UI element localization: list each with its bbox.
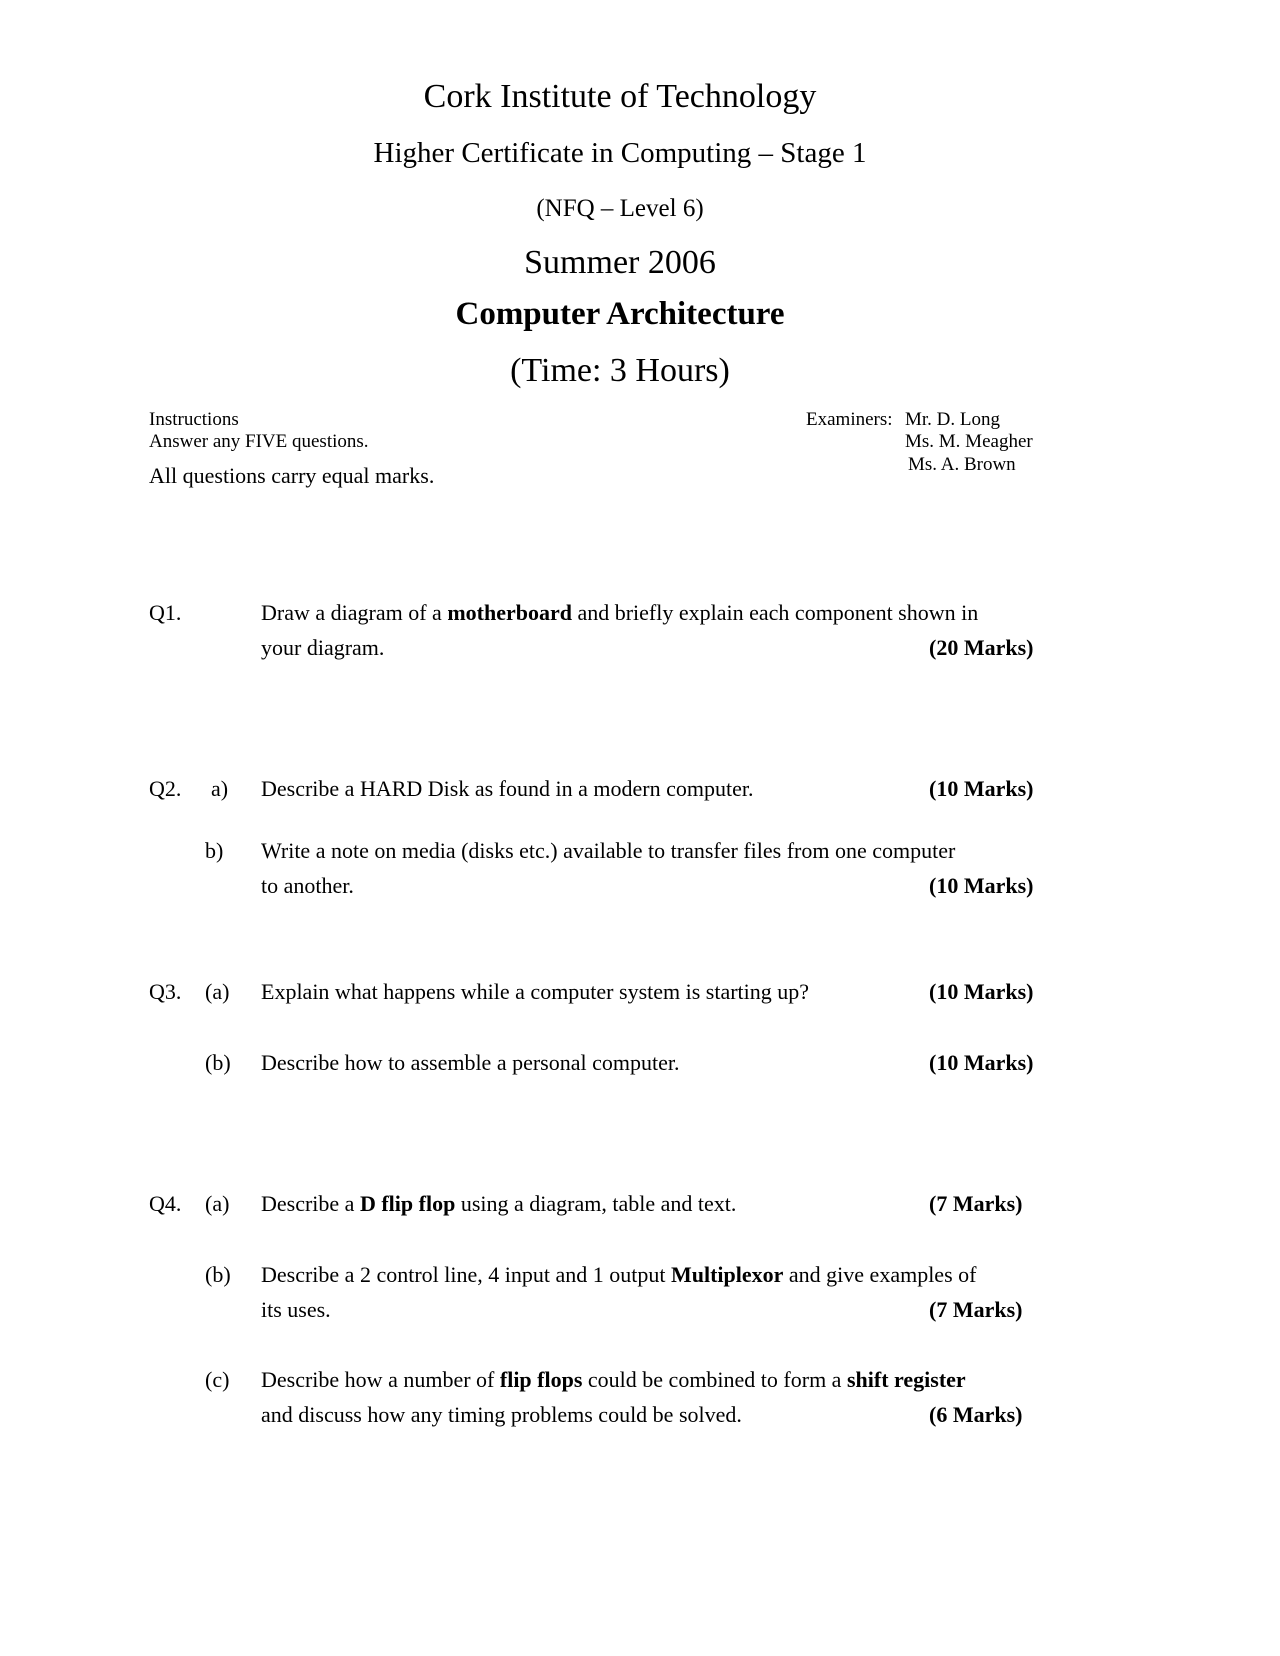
question-text: Describe how a number of flip flops could be combined to form a shift register bbox=[261, 1367, 966, 1392]
instructions-heading: Instructions bbox=[149, 409, 239, 430]
question-text: Write a note on media (disks etc.) available to transfer files from one computer bbox=[261, 838, 956, 863]
examiner-name: Mr. D. Long bbox=[905, 409, 1000, 430]
question-text: Describe a HARD Disk as found in a modern computer. bbox=[261, 776, 754, 801]
question-number: Q2. bbox=[149, 776, 182, 801]
marks-label: (6 Marks) bbox=[929, 1402, 1023, 1427]
sub-question-label: (b) bbox=[205, 1050, 231, 1075]
session-title: Summer 2006 bbox=[524, 244, 716, 281]
marks-label: (7 Marks) bbox=[929, 1297, 1023, 1322]
sub-question-label: (a) bbox=[205, 979, 230, 1004]
question-text: Draw a diagram of a motherboard and briefly explain each component shown in bbox=[261, 600, 979, 625]
marks-label: (7 Marks) bbox=[929, 1191, 1023, 1216]
marks-label: (10 Marks) bbox=[929, 873, 1034, 898]
time-title: (Time: 3 Hours) bbox=[510, 352, 730, 389]
instructions-line-2: All questions carry equal marks. bbox=[149, 463, 435, 488]
sub-question-label: a) bbox=[211, 776, 229, 801]
question-number: Q1. bbox=[149, 600, 182, 625]
question-text: your diagram. bbox=[261, 635, 385, 660]
instructions-line-1: Answer any FIVE questions. bbox=[149, 431, 369, 452]
marks-label: (20 Marks) bbox=[929, 635, 1034, 660]
programme-title: Higher Certificate in Computing – Stage 1 bbox=[373, 137, 867, 169]
subject-title: Computer Architecture bbox=[455, 296, 785, 332]
marks-label: (10 Marks) bbox=[929, 1050, 1034, 1075]
examiner-name: Ms. A. Brown bbox=[908, 454, 1016, 475]
question-text: its uses. bbox=[261, 1297, 331, 1322]
question-number: Q3. bbox=[149, 979, 182, 1004]
sub-question-label: (a) bbox=[205, 1191, 230, 1216]
question-text: to another. bbox=[261, 873, 354, 898]
question-text: Describe a D flip flop using a diagram, table and text. bbox=[261, 1191, 737, 1216]
question-text: Describe how to assemble a personal computer. bbox=[261, 1050, 680, 1075]
sub-question-label: (b) bbox=[205, 1262, 231, 1287]
sub-question-label: b) bbox=[205, 838, 224, 863]
question-text: Describe a 2 control line, 4 input and 1 output Multiplexor and give examples of bbox=[261, 1262, 977, 1287]
sub-question-label: (c) bbox=[205, 1367, 230, 1392]
institution-title: Cork Institute of Technology bbox=[423, 78, 817, 115]
level-title: (NFQ – Level 6) bbox=[536, 195, 704, 222]
examiners-label: Examiners: bbox=[806, 409, 893, 430]
question-number: Q4. bbox=[149, 1191, 182, 1216]
question-text: Explain what happens while a computer system is starting up? bbox=[261, 979, 810, 1004]
examiner-name: Ms. M. Meagher bbox=[905, 431, 1033, 452]
marks-label: (10 Marks) bbox=[929, 979, 1034, 1004]
marks-label: (10 Marks) bbox=[929, 776, 1034, 801]
question-text: and discuss how any timing problems could be solved. bbox=[261, 1402, 742, 1427]
